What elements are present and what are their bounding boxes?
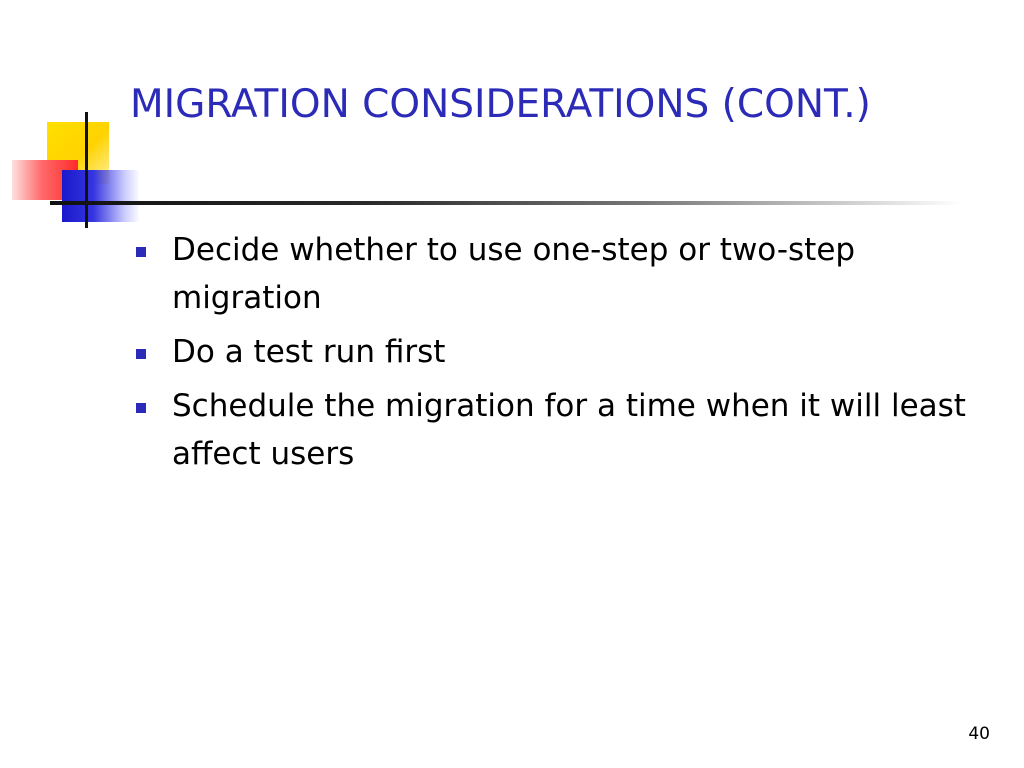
bullet-text: Schedule the migration for a time when it will least affect users [172, 388, 966, 472]
bullet-item [134, 226, 984, 322]
bullet-item [134, 328, 984, 376]
square-bullet-icon [136, 403, 146, 413]
bullet-list [134, 226, 984, 484]
square-bullet-icon [136, 349, 146, 359]
bullet-text: Do a test run first [172, 334, 446, 370]
bullet-item [134, 382, 984, 478]
bullet-text: Decide whether to use one-step or two-step migration [172, 232, 856, 316]
slide-title: MIGRATION CONSIDERATIONS (CONT.) [130, 82, 871, 127]
logo-blue-square [62, 170, 140, 222]
slide-number: 40 [968, 724, 990, 744]
logo-vertical-line [85, 112, 88, 228]
square-bullet-icon [136, 247, 146, 257]
title-divider [50, 201, 962, 205]
